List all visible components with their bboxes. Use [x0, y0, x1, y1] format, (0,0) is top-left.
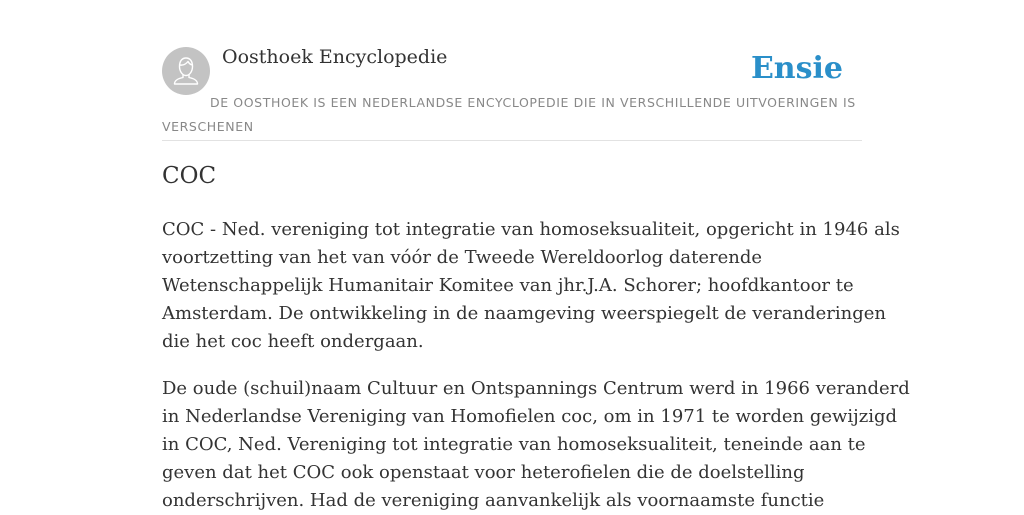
paragraph-line: in Nederlandse Vereniging van Homofielen coc, om in 1971 te worden gewijzigd: [162, 406, 898, 427]
paragraph-line: Wetenschappelijk Humanitair Komitee van jhr.J.A. Schorer; hoofdkantoor te: [162, 275, 854, 296]
paragraph-line: voortzetting van het van vóór de Tweede Wereldoorlog daterende: [162, 247, 763, 268]
paragraph-line: Amsterdam. De ontwikkeling in de naamgeving weerspiegelt de veranderingen: [162, 303, 886, 324]
avatar[interactable]: [162, 47, 210, 95]
paragraph-line: in COC, Ned. Vereniging tot integratie van homoseksualiteit, teneinde aan te: [162, 434, 866, 455]
paragraph-line: De oude (schuil)naam Cultuur en Ontspannings Centrum werd in 1966 veranderd: [162, 378, 910, 399]
site-header: [162, 0, 862, 141]
article-title: COC: [162, 163, 217, 189]
site-name[interactable]: Oosthoek Encyclopedie: [222, 46, 448, 68]
page-container: [162, 0, 910, 511]
site-tagline: DE OOSTHOEK IS EEN NEDERLANDSE ENCYCLOPEDIE DIE IN VERSCHILLENDE UITVOERINGEN IS VERSCHENEN: [162, 95, 856, 134]
article-paragraph: [162, 375, 910, 515]
paragraph-line: COC - Ned. vereniging tot integratie van homoseksualiteit, opgericht in 1946 als: [162, 219, 900, 240]
paragraph-line: geven dat het COC ook openstaat voor heterofielen die de doelstelling: [162, 462, 805, 483]
article-paragraph: [162, 216, 900, 356]
paragraph-line: die het coc heeft ondergaan.: [162, 331, 424, 352]
user-icon: [162, 47, 210, 95]
brand-logo[interactable]: Ensie: [750, 51, 843, 86]
paragraph-line: onderschrijven. Had de vereniging aanvankelijk als voornaamste functie: [162, 490, 825, 511]
